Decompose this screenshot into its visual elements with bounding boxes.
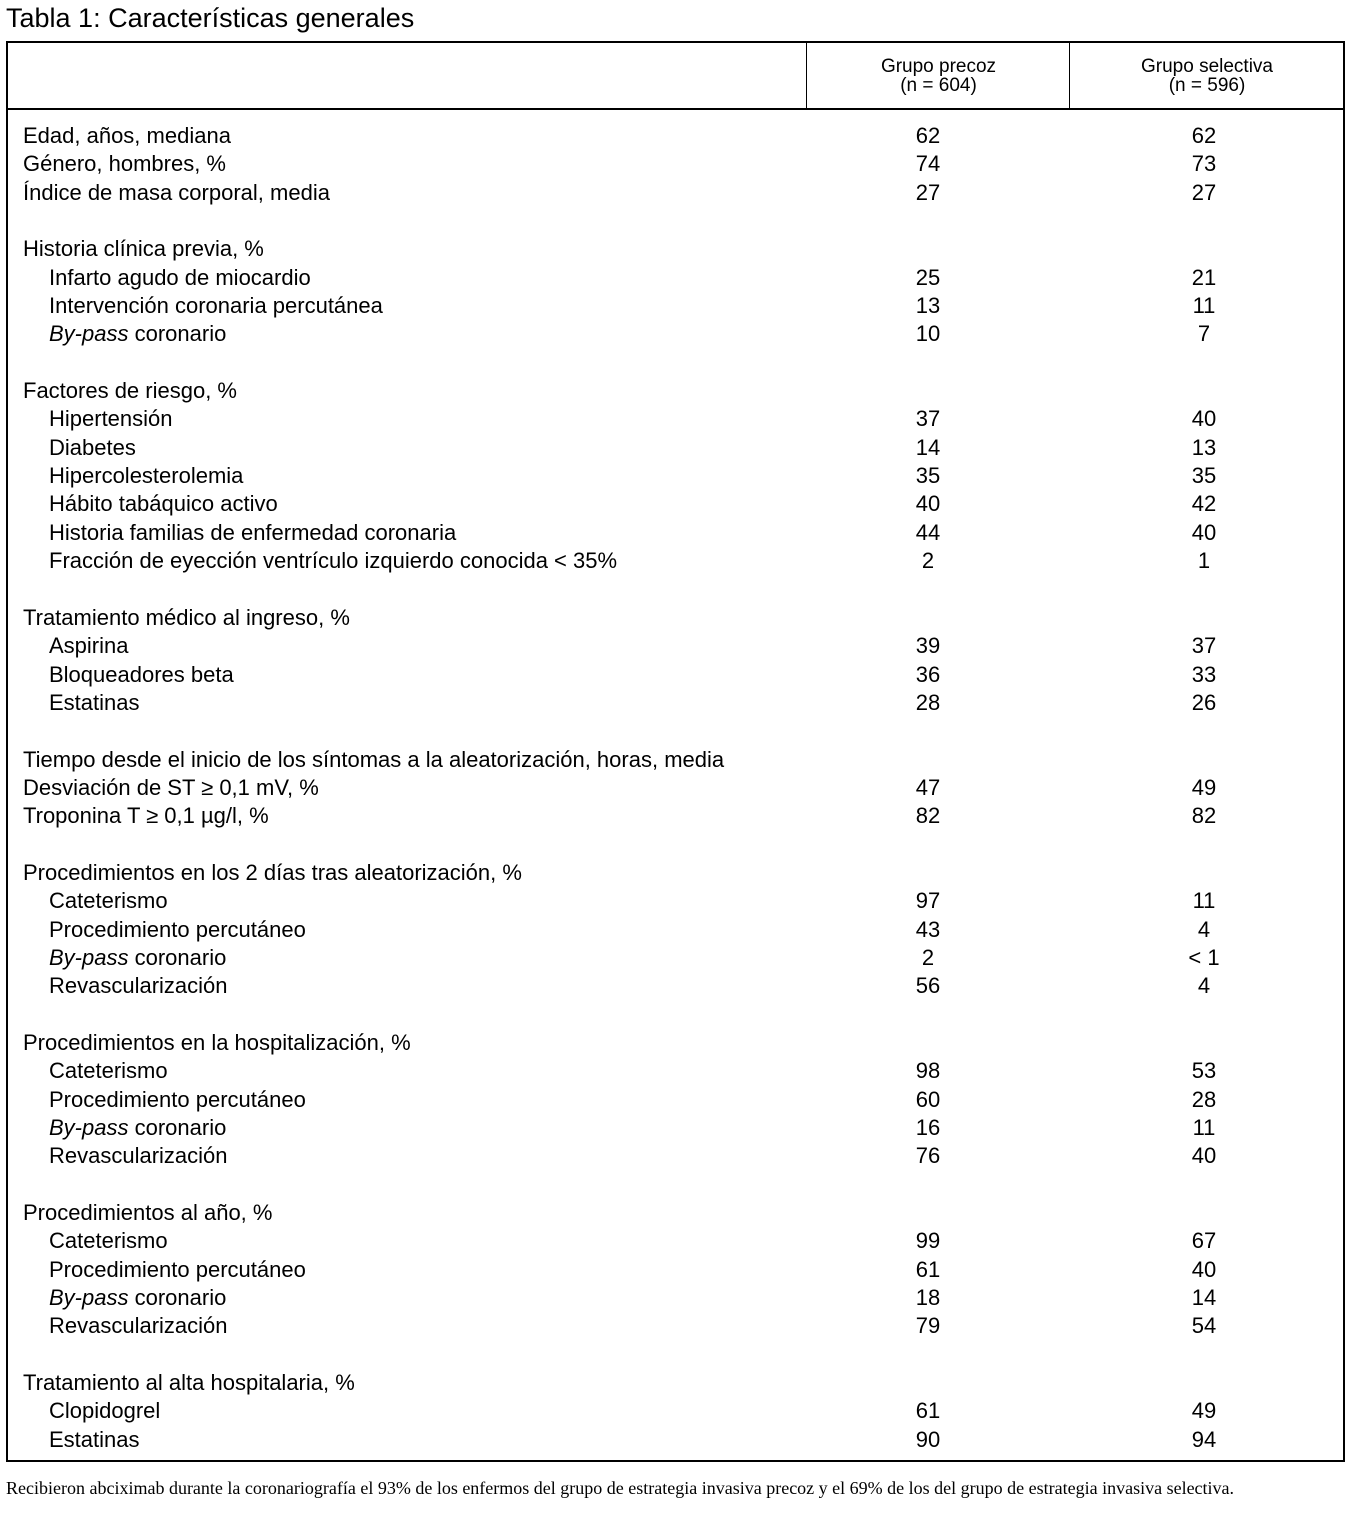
value-selectiva: 21 <box>1191 264 1217 290</box>
value-precoz: 39 <box>915 633 941 659</box>
row-label: Bloqueadores beta <box>49 661 234 687</box>
column-divider <box>1069 43 1070 108</box>
value-selectiva: 49 <box>1191 774 1217 800</box>
section-label: Procedimientos en la hospitalización, % <box>23 1030 411 1055</box>
value-selectiva: 11 <box>1192 888 1216 914</box>
value-selectiva: 40 <box>1191 1256 1217 1282</box>
value-selectiva: 33 <box>1191 661 1217 687</box>
table-row <box>8 1086 1343 1114</box>
table-row <box>8 774 1343 802</box>
row-label: Índice de masa corporal, media <box>23 179 330 205</box>
value-selectiva: 53 <box>1191 1058 1217 1084</box>
table-row <box>8 122 1343 150</box>
table-row <box>8 1312 1343 1340</box>
value-precoz: 2 <box>921 548 935 574</box>
section-header-row <box>8 377 1343 405</box>
value-precoz: 98 <box>915 1058 941 1084</box>
value-selectiva: 54 <box>1191 1313 1217 1339</box>
row-label: Aspirina <box>49 633 129 659</box>
value-precoz: 28 <box>915 689 941 715</box>
table-row <box>8 1057 1343 1085</box>
row-label: Género, hombres, % <box>23 151 226 177</box>
column-header-grupo-precoz: Grupo precoz (n = 604) <box>880 56 997 96</box>
section-label: Tiempo desde el inicio de los síntomas a la aleatorización, horas, media <box>23 746 725 772</box>
value-selectiva: 35 <box>1191 463 1217 489</box>
value-precoz: 97 <box>915 888 941 914</box>
row-label: Hipertensión <box>49 406 173 432</box>
section-header-row <box>8 746 1343 774</box>
row-label: Infarto agudo de miocardio <box>49 264 311 290</box>
table-row <box>8 490 1343 518</box>
value-precoz: 76 <box>915 1143 941 1169</box>
value-selectiva: 4 <box>1197 916 1211 942</box>
row-label: Hábito tabáquico activo <box>49 491 278 517</box>
value-precoz: 62 <box>915 123 941 148</box>
section-label: Tratamiento al alta hospitalaria, % <box>23 1370 355 1396</box>
value-precoz: 99 <box>915 1228 941 1254</box>
section-header-row <box>8 604 1343 632</box>
value-precoz: 10 <box>915 321 941 347</box>
table-row <box>8 1284 1343 1312</box>
section-label: Procedimientos al año, % <box>23 1200 273 1226</box>
value-selectiva: 37 <box>1191 633 1217 659</box>
row-spacer <box>8 831 1343 859</box>
value-selectiva: 27 <box>1191 179 1217 205</box>
row-spacer <box>8 207 1343 235</box>
value-precoz: 27 <box>915 179 941 205</box>
value-selectiva: 94 <box>1191 1426 1217 1452</box>
table-row <box>8 802 1343 830</box>
table-row <box>8 1397 1343 1425</box>
row-label: Procedimiento percutáneo <box>49 916 306 942</box>
value-precoz: 13 <box>915 293 941 319</box>
table-row <box>8 1227 1343 1255</box>
value-selectiva: 11 <box>1192 1115 1216 1141</box>
value-selectiva: 49 <box>1191 1398 1217 1424</box>
table-row <box>8 1114 1343 1142</box>
value-precoz: 14 <box>915 434 941 460</box>
table-row <box>8 1142 1343 1170</box>
value-selectiva: 7 <box>1197 321 1211 347</box>
row-label: Procedimiento percutáneo <box>49 1086 306 1112</box>
row-label: Historia familias de enfermedad coronaria <box>49 519 457 545</box>
table-body <box>8 122 1343 1454</box>
value-selectiva: 67 <box>1191 1228 1217 1254</box>
value-precoz: 61 <box>915 1398 941 1424</box>
value-selectiva: 26 <box>1191 689 1217 715</box>
table-row <box>8 972 1343 1000</box>
value-selectiva: 14 <box>1191 1285 1217 1311</box>
row-spacer <box>8 1341 1343 1369</box>
value-selectiva: 11 <box>1192 293 1216 319</box>
value-precoz: 25 <box>915 264 941 290</box>
value-selectiva: 82 <box>1191 803 1217 829</box>
row-label: Revascularización <box>49 1143 228 1169</box>
table-row <box>8 547 1343 575</box>
section-label: Tratamiento médico al ingreso, % <box>23 604 350 630</box>
value-selectiva: 40 <box>1191 1143 1217 1169</box>
row-label: By-pass coronario <box>49 1285 227 1311</box>
value-precoz: 61 <box>915 1256 941 1282</box>
value-precoz: 56 <box>915 973 941 999</box>
value-precoz: 18 <box>915 1285 941 1311</box>
value-precoz: 16 <box>915 1115 941 1141</box>
section-header-row <box>8 1369 1343 1397</box>
table-title: Tabla 1: Características generales <box>6 3 415 33</box>
value-selectiva: 4 <box>1197 973 1211 999</box>
table-row <box>8 462 1343 490</box>
table-row <box>8 519 1343 547</box>
table-row <box>8 887 1343 915</box>
value-precoz: 47 <box>915 774 941 800</box>
section-label: Procedimientos en los 2 días tras aleatorización, % <box>23 859 522 885</box>
row-label: Desviación de ST ≥ 0,1 mV, % <box>23 774 319 800</box>
table-row <box>8 405 1343 433</box>
table-row <box>8 944 1343 972</box>
column-divider <box>806 43 807 108</box>
value-selectiva: 42 <box>1191 491 1217 517</box>
row-spacer <box>8 349 1343 377</box>
value-precoz: 60 <box>915 1086 941 1112</box>
table-row <box>8 292 1343 320</box>
table-row <box>8 1426 1343 1454</box>
section-header-row <box>8 1029 1343 1057</box>
value-selectiva: 40 <box>1191 519 1217 545</box>
row-label: By-pass coronario <box>49 321 227 347</box>
table-footnote: Recibieron abciximab durante la coronariografía el 93% de los enfermos del grupo de estrategia invasiva precoz y el 69% de los del grupo de estrategia invasiva selectiva. <box>6 1478 1235 1498</box>
row-spacer <box>8 717 1343 745</box>
row-label: Cateterismo <box>49 888 168 914</box>
row-spacer <box>8 1171 1343 1199</box>
value-selectiva: 28 <box>1191 1086 1217 1112</box>
row-label: Cateterismo <box>49 1228 168 1254</box>
row-label: Procedimiento percutáneo <box>49 1256 306 1282</box>
table-row <box>8 264 1343 292</box>
value-selectiva: 62 <box>1191 123 1217 148</box>
value-selectiva: 13 <box>1191 434 1217 460</box>
table-row <box>8 916 1343 944</box>
row-label: Troponina T ≥ 0,1 µg/l, % <box>23 803 269 829</box>
table-row <box>8 434 1343 462</box>
value-selectiva: 73 <box>1191 151 1217 177</box>
section-header-row <box>8 235 1343 263</box>
row-label: Clopidogrel <box>49 1398 161 1424</box>
table-row <box>8 150 1343 178</box>
row-spacer <box>8 1001 1343 1029</box>
value-precoz: 36 <box>915 661 941 687</box>
table-row <box>8 320 1343 348</box>
row-label: Revascularización <box>49 973 228 999</box>
value-selectiva: < 1 <box>1188 944 1220 970</box>
characteristics-table <box>6 41 1345 1462</box>
row-label: Revascularización <box>49 1313 228 1339</box>
value-precoz: 35 <box>915 463 941 489</box>
column-header-grupo-selectiva: Grupo selectiva (n = 596) <box>1140 56 1273 96</box>
section-header-row <box>8 1199 1343 1227</box>
value-precoz: 79 <box>915 1313 941 1339</box>
row-label: Cateterismo <box>49 1058 168 1084</box>
row-label: Hipercolesterolemia <box>49 463 244 489</box>
row-label: Edad, años, mediana <box>23 123 231 148</box>
table-row <box>8 1256 1343 1284</box>
value-precoz: 82 <box>915 803 941 829</box>
section-header-row <box>8 859 1343 887</box>
section-label: Factores de riesgo, % <box>23 378 237 404</box>
value-precoz: 43 <box>915 916 941 942</box>
row-label: Diabetes <box>49 434 136 460</box>
value-precoz: 74 <box>915 151 941 177</box>
value-selectiva: 40 <box>1191 406 1217 432</box>
table-row <box>8 632 1343 660</box>
table-row <box>8 179 1343 207</box>
section-label: Historia clínica previa, % <box>23 236 264 262</box>
value-precoz: 40 <box>915 491 941 517</box>
row-label: Fracción de eyección ventrículo izquierdo conocida < 35% <box>49 548 618 574</box>
table-row <box>8 661 1343 689</box>
row-label: By-pass coronario <box>49 944 227 970</box>
value-selectiva: 1 <box>1197 548 1211 574</box>
value-precoz: 2 <box>921 944 935 970</box>
row-label: Estatinas <box>49 689 140 715</box>
value-precoz: 44 <box>915 519 941 545</box>
table-row <box>8 689 1343 717</box>
row-label: By-pass coronario <box>49 1115 227 1141</box>
row-label: Estatinas <box>49 1426 140 1452</box>
table-header <box>8 43 1343 110</box>
value-precoz: 90 <box>915 1426 941 1452</box>
row-spacer <box>8 576 1343 604</box>
value-precoz: 37 <box>915 406 941 432</box>
row-label: Intervención coronaria percutánea <box>49 293 383 319</box>
